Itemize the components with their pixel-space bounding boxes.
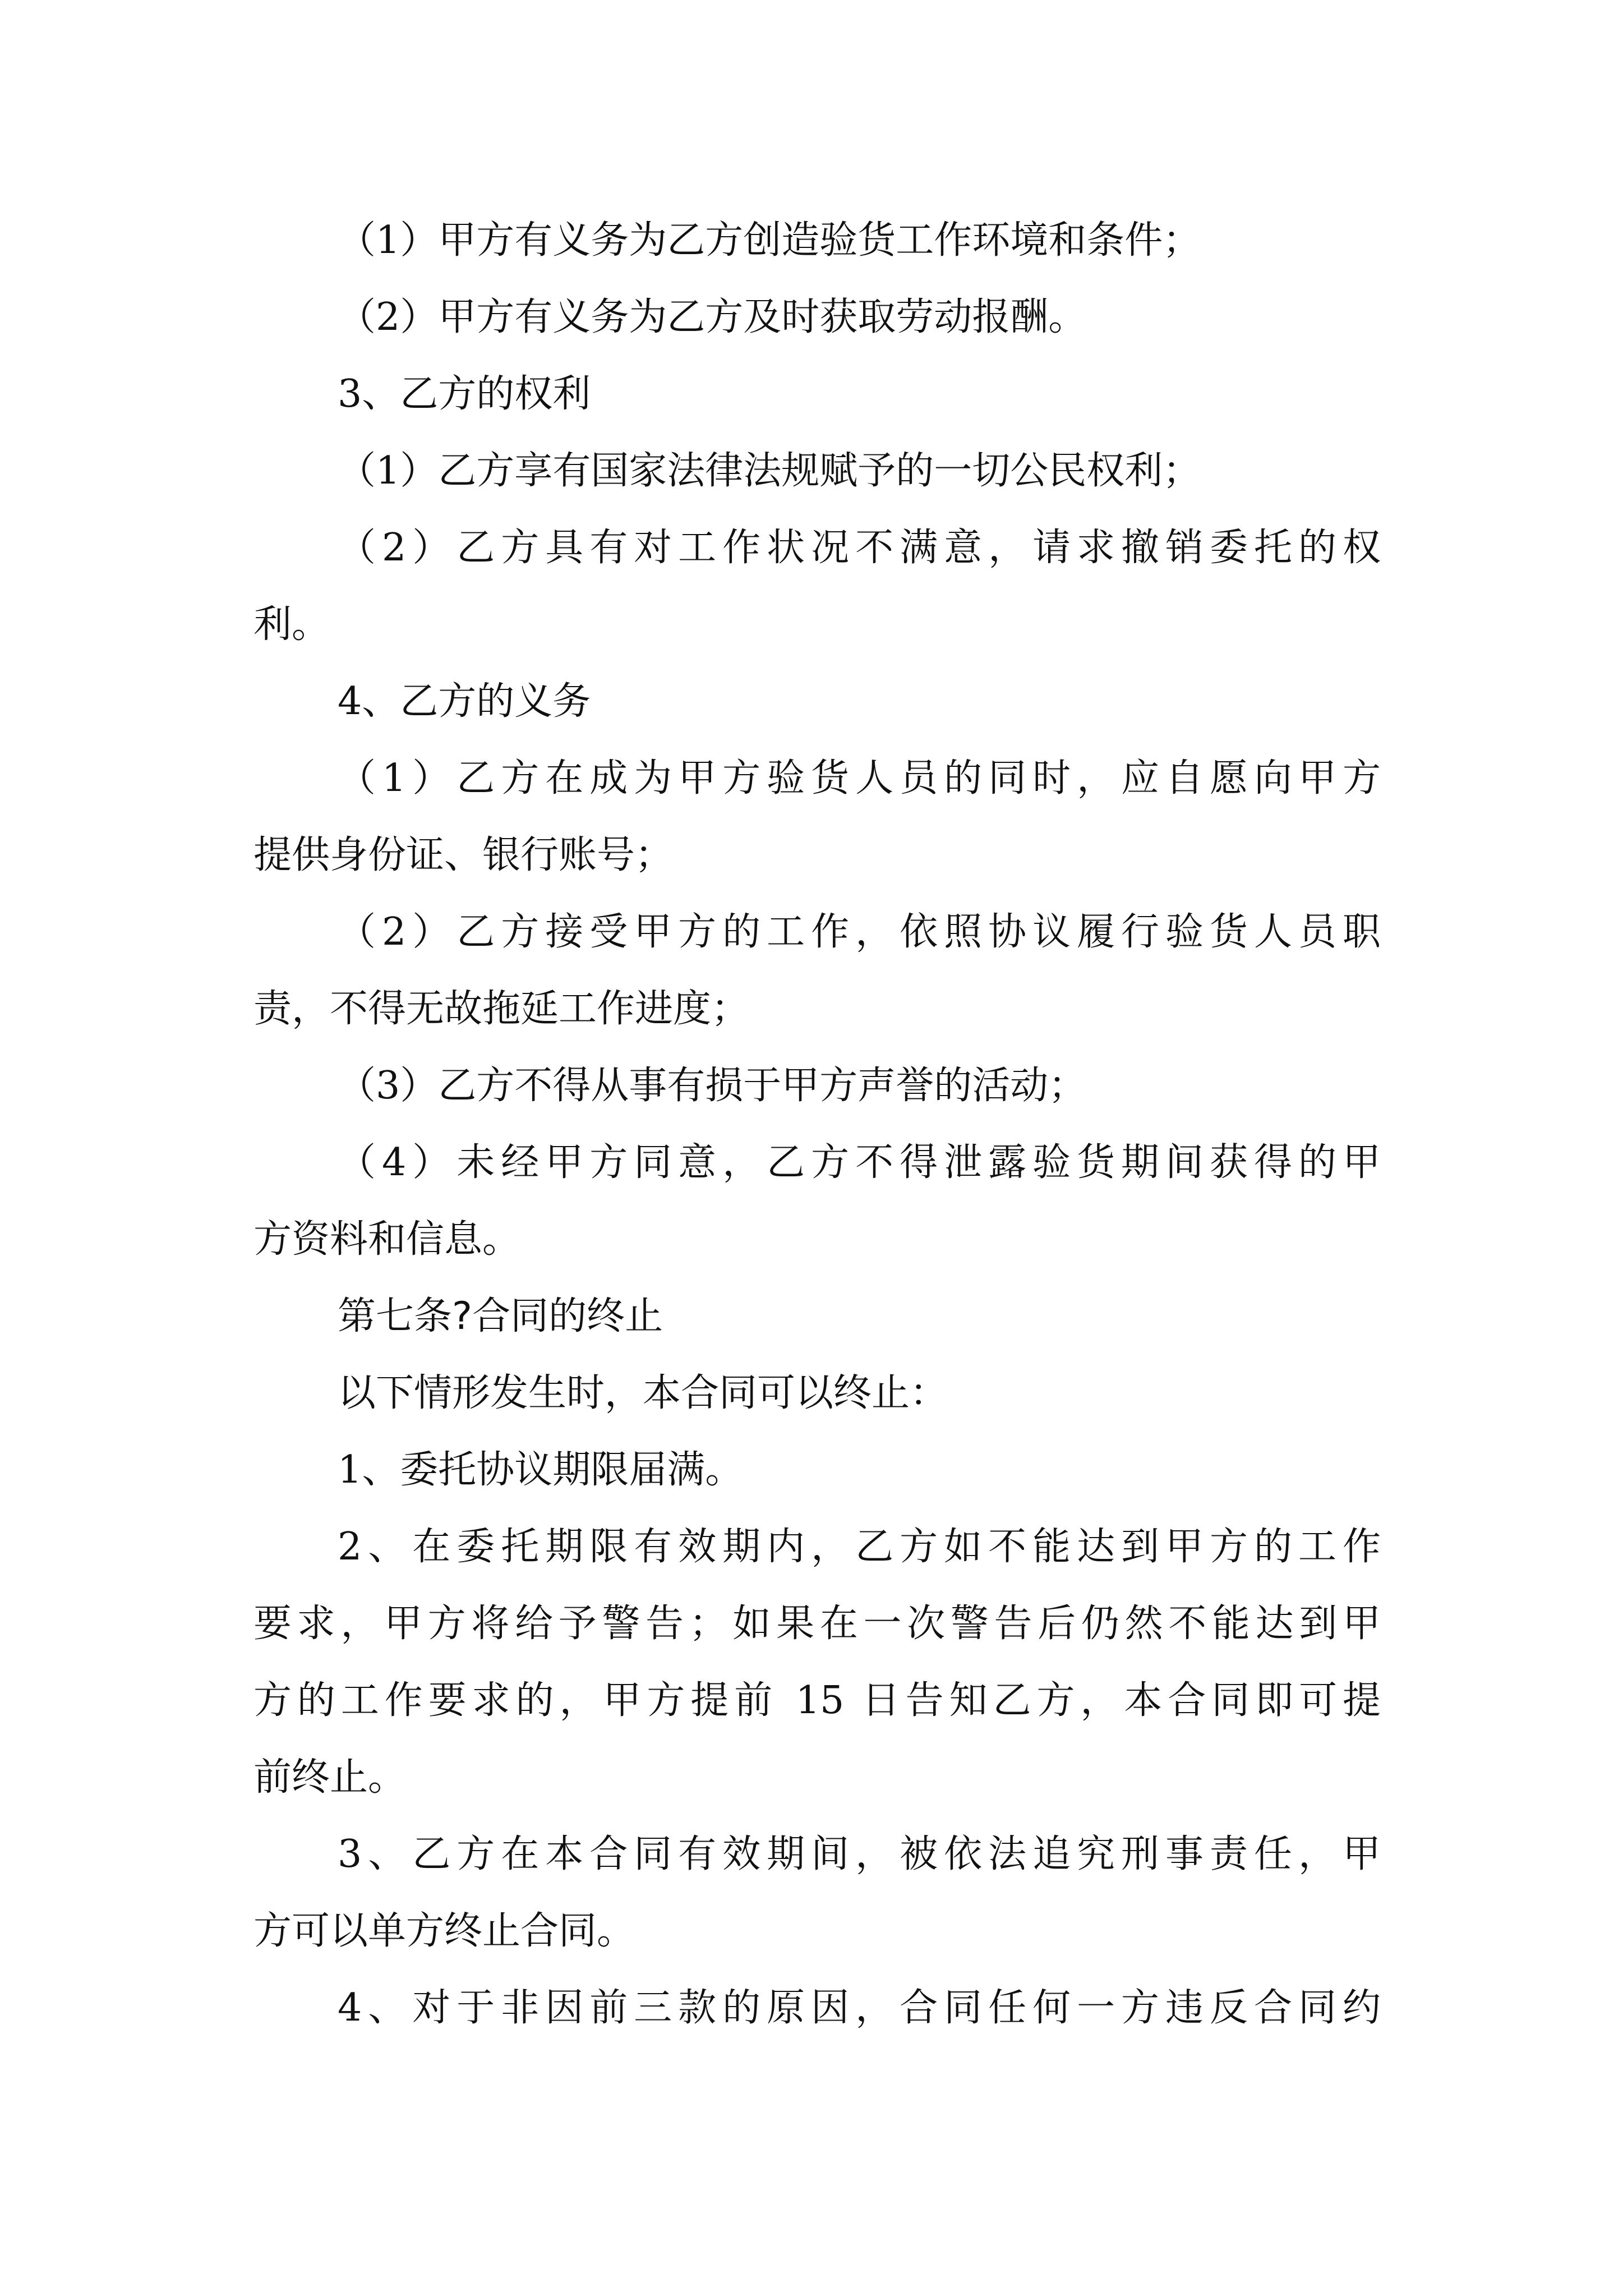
paragraph-line: 要求，甲方将给予警告；如果在一次警告后仍然不能达到甲: [253, 1602, 1381, 1646]
paragraph-line: 责，不得无故拖延工作进度；: [253, 987, 750, 1031]
section-heading: 4、乙方的义务: [338, 679, 591, 724]
paragraph-line: （4）未经甲方同意，乙方不得泄露验货期间获得的甲: [338, 1140, 1381, 1185]
paragraph-line: 2、在委托期限有效期内，乙方如不能达到甲方的工作: [338, 1525, 1381, 1569]
paragraph-line: 提供身份证、银行账号；: [253, 833, 674, 877]
document-body: [253, 202, 1381, 2046]
paragraph-line: 1、委托协议期限届满。: [338, 1448, 744, 1492]
paragraph-line: （1）甲方有义务为乙方创造验货工作环境和条件；: [338, 218, 1201, 263]
paragraph-line: （3）乙方不得从事有损于甲方声誉的活动；: [338, 1064, 1087, 1108]
paragraph-line: 3、乙方在本合同有效期间，被依法追究刑事责任，甲: [338, 1832, 1381, 1876]
paragraph-line: （2）乙方接受甲方的工作，依照协议履行验货人员职: [338, 910, 1381, 954]
paragraph-line: （1）乙方在成为甲方验货人员的同时，应自愿向甲方: [338, 756, 1381, 800]
paragraph-line: （1）乙方享有国家法律法规赋予的一切公民权利；: [338, 449, 1201, 493]
paragraph-line: 以下情形发生时，本合同可以终止：: [338, 1371, 948, 1415]
paragraph-line: 前终止。: [253, 1755, 407, 1800]
paragraph-line: （2）甲方有义务为乙方及时获取劳动报酬。: [338, 295, 1087, 339]
section-heading: 3、乙方的权利: [338, 372, 591, 416]
paragraph-line: 4、对于非因前三款的原因，合同任何一方违反合同约: [338, 1986, 1381, 2030]
article-heading: 第七条?合同的终止: [338, 1294, 663, 1338]
paragraph-line: （2）乙方具有对工作状况不满意，请求撤销委托的权: [338, 526, 1381, 570]
paragraph-line: 方可以单方终止合同。: [253, 1909, 635, 1953]
paragraph-line: 方的工作要求的，甲方提前 15 日告知乙方，本合同即可提: [253, 1678, 1381, 1723]
paragraph-line: 方资料和信息。: [253, 1217, 521, 1262]
paragraph-line: 利。: [253, 602, 330, 647]
